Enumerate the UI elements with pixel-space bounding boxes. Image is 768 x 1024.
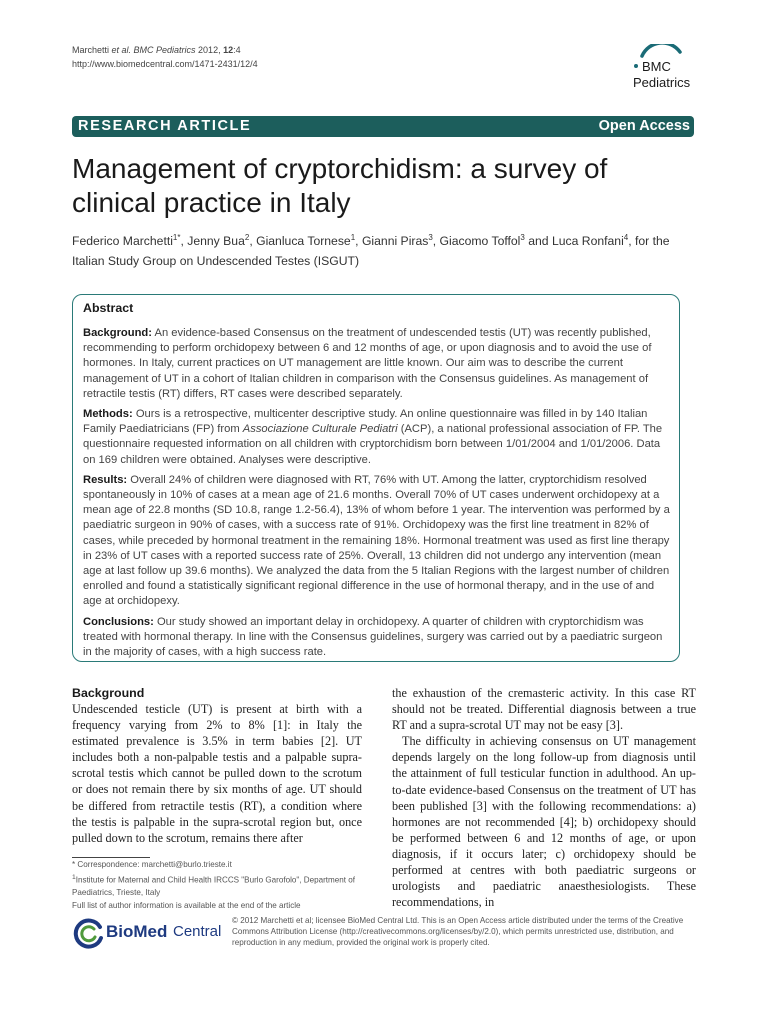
- biomed-central-logo: [72, 918, 222, 952]
- affiliation-note: $^1$Institute for Maternal and Child Health IRCCS "Burlo Garofolo", Department of Paediatrics, Trieste, Italy: [72, 874, 356, 897]
- body-paragraph: Undescended testicle (UT) is present at birth with a frequency varying from 2% to 8% [1]: in Italy the estimated prevalence is 3.5% in term babies [2]. UT includes both a non-palpable testis and a palpable supra-scrotal testis which cannot be pulled down to the scrotum or does not remain there by six months of age. UT should be differed from retractile testis (RT), a condition where the testis is palpable in the supra-scrotal region but, once pulled down to the scrotum, remains there after: [72, 702, 362, 845]
- abstract-results: Results: Overall 24% of children were diagnosed with RT, 76% with UT. Among the latter, cryptorchidism resolved spontaneously in 10% of cases at a mean age of 21.6 months. Overall 70% of UT cases underwent orchidopexy at a mean age of 22.8 months (SD 10.8, range 1.2-56.4), 13% of whom before 1 year. The intervention was performed by a paediatric surgeon in 90% of cases, with a success rate of 91%. Orchidopexy was the first line treatment in 82% of cases, while preceded by hormonal treatment in the remaining 18%. Hormonal treatment was used as first line therapy in 23% of UT cases with a reported success rate of 25%. Overall, 13 children did not undergo any intervention (mean age at last follow up 39.6 months). We analyzed the data from the 5 Italian Regions with the largest number of children enrolled and found a statistically significant regional difference in the use of hormonal therapy, and in the use of and age at orchidopexy.: [83, 473, 670, 608]
- author-affil-sup: 4: [623, 233, 629, 242]
- article-type-label: RESEARCH ARTICLE: [78, 118, 252, 134]
- body-paragraph: the exhaustion of the cremasteric activity. In this case RT should not be treated. Differential diagnosis between a true RT and a supra-scrotal UT may not be easy [3].: [392, 686, 696, 733]
- logo-text-pediatrics: Pediatrics: [633, 75, 691, 90]
- citation-authors: Marchetti: [72, 45, 112, 55]
- bmc-pediatrics-logo: [620, 44, 710, 100]
- abstract-background: Background: An evidence-based Consensus on the treatment of undescended testis (UT) was recently published, recommending to perform orchidopexy between 6 and 12 months of age, or upon diagnosis and to avoid the use of hormones. In Italy, current practices on UT management are little known. Our aim was to describe the current management of UT in a cohort of Italian children in comparison with the Consensus guidelines. As management of retractile testis (RT) differs, RT cases were described separately.: [83, 327, 652, 400]
- footnote-divider: [72, 857, 150, 858]
- author-list: [72, 228, 682, 271]
- author-affil-sup: 1: [350, 233, 356, 242]
- article-title: Management of cryptorchidism: a survey of clinical practice in Italy: [72, 153, 608, 218]
- author-group: , for the Italian Study Group on Undescended Testes (ISGUT): [72, 234, 670, 269]
- body-column-right: [392, 685, 696, 910]
- section-heading-background: Background: [72, 686, 145, 700]
- citation-issue: :4: [233, 45, 241, 55]
- author-affil-sup: 3: [428, 233, 433, 242]
- citation-year: 2012,: [195, 45, 224, 55]
- author-name: , Gianni Piras: [355, 234, 429, 249]
- author-name: , Gianluca Tornese: [249, 234, 351, 249]
- biomed-logo-text: BioMed: [106, 922, 168, 941]
- citation-journal: et al. BMC Pediatrics: [111, 45, 196, 55]
- author-info-note: Full list of author information is available at the end of the article: [72, 900, 301, 910]
- logo-text-bmc: BMC: [642, 59, 671, 74]
- author-name: Federico Marchetti: [72, 234, 173, 249]
- citation-header: [72, 43, 258, 71]
- citation-line: [72, 43, 258, 57]
- open-access-label: Open Access: [598, 118, 690, 134]
- author-affil-sup: 1*: [172, 233, 181, 242]
- license-statement: © 2012 Marchetti et al; licensee BioMed Central Ltd. This is an Open Access article distributed under the terms of the Creative Commons Attribution License (http://creativecommons.org/licenses/by/2.0), which permits unrestricted use, distribution, and reproduction in any medium, provided the original work is properly cited.: [232, 916, 684, 948]
- body-column-left: [72, 685, 362, 846]
- author-name: , Giacomo Toffol: [432, 234, 521, 249]
- article-type-banner: [72, 116, 694, 137]
- author-name: , Jenny Bua: [180, 234, 245, 249]
- article-url[interactable]: http://www.biomedcentral.com/1471-2431/12/4: [72, 59, 258, 69]
- footnotes: [72, 859, 372, 913]
- abstract-methods: Methods: Ours is a retrospective, multicenter descriptive study. An online questionnaire was filled in by 140 Italian Family Paediatricians (FP) from Associazione Culturale Pediatri (ACP), a national professional association of FP. The questionnaire requested information on all children with cryptorchidism born between 1/01/2004 and 1/01/2006. Data on 169 children were obtained. Analyses were descriptive.: [83, 408, 663, 466]
- abstract-conclusions: Conclusions: Our study showed an important delay in orchidopexy. A quarter of children with cryptorchidism was treated with hormonal therapy. In line with the Consensus guidelines, surgery was carried out by a paediatric surgeon in the majority of cases, with a high success rate.: [83, 615, 663, 659]
- central-logo-text: Central: [173, 923, 222, 940]
- author-affil-sup: 3: [520, 233, 525, 242]
- biomed-swirl-icon: [72, 918, 104, 950]
- correspondence-note: * Correspondence: marchetti@burlo.trieste.it: [72, 860, 232, 869]
- author-affil-sup: 2: [244, 233, 250, 242]
- citation-volume: 12: [223, 45, 234, 55]
- author-name: and Luca Ronfani: [524, 234, 624, 249]
- abstract-heading: Abstract: [83, 301, 134, 315]
- abstract-box: [72, 294, 680, 662]
- body-paragraph: The difficulty in achieving consensus on UT management depends largely on the long follow-up from diagnosis until the attainment of full testicular function in adulthood. An up-to-date evidence-based Consensus on the treatment of UT has been published [3] with the following recommendations: a) hormones are not recommended [4]; b) orchidopexy should be performed between 6 and 12 months of age, or upon diagnosis, if it occurs later; c) orchidopexy should be performed at centres with both paediatric surgeons or urologists and paediatric anaesthesiologists. These recommendations, in: [392, 734, 696, 910]
